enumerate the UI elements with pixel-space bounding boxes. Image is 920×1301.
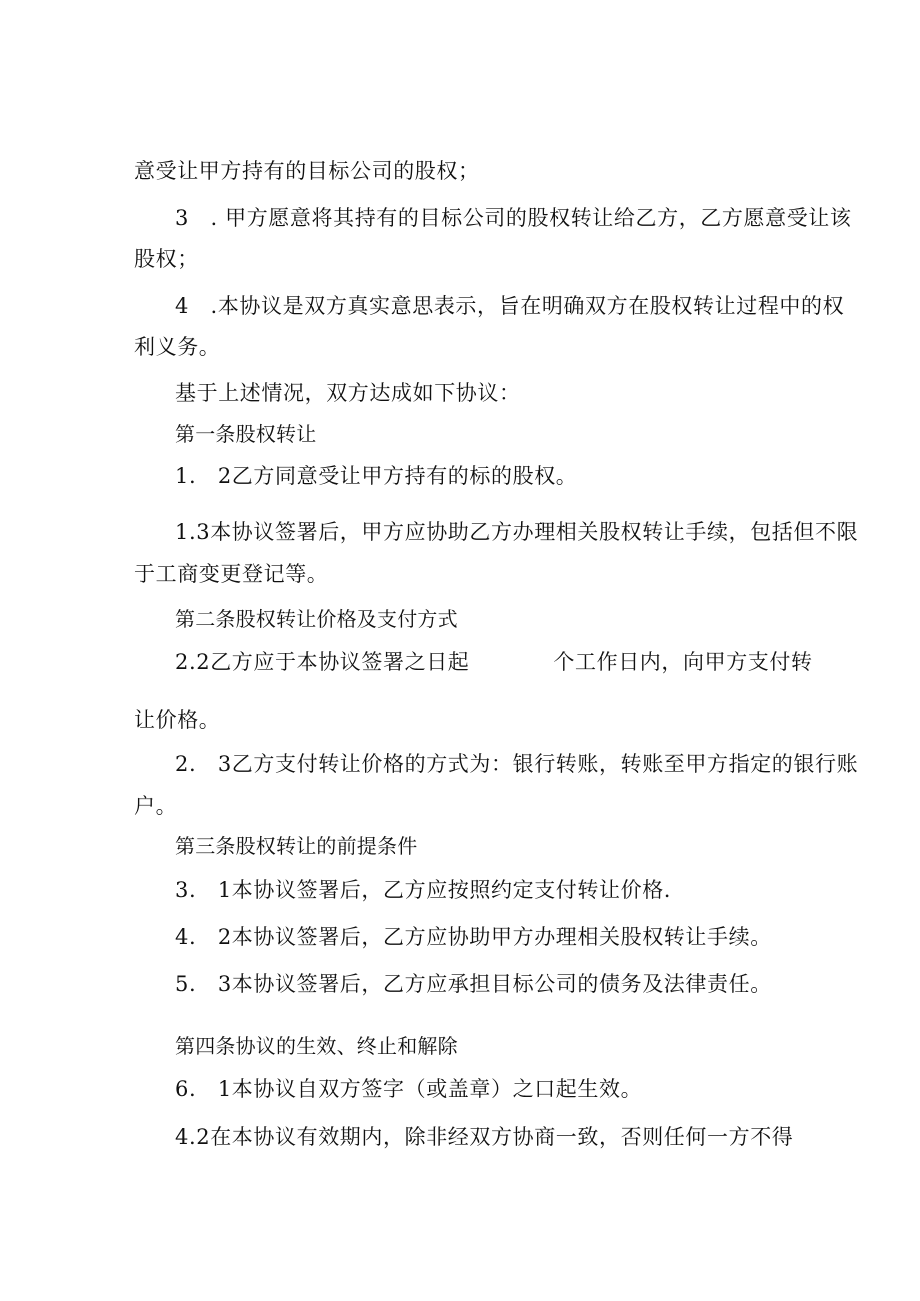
clause-2-3-line-1: 2. 3乙方支付转让价格的方式为：银行转账，转账至甲方指定的银行账 — [175, 752, 859, 776]
clause-4-line-1: 4 .本协议是双方真实意思表示，旨在明确双方在股权转让过程中的权 — [175, 294, 845, 318]
section-heading: 第四条协议的生效、终止和解除 — [175, 1034, 458, 1058]
section-heading: 第二条股权转让价格及支付方式 — [175, 607, 458, 631]
clause-2-2-part-1: 2.2乙方应于本协议签署之日起 — [175, 650, 470, 674]
clause-3-line-1: 3 . 甲方愿意将其持有的目标公司的股权转让给乙方，乙方愿意受让该 — [175, 206, 852, 230]
clause-1-2-line: 1. 2乙方同意受让甲方持有的标的股权。 — [175, 464, 578, 488]
clause-1-3-line-1: 1.3本协议签署后，甲方应协助乙方办理相关股权转让手续，包括但不限 — [175, 520, 859, 544]
paragraph-line: 意受让甲方持有的目标公司的股权； — [134, 159, 480, 183]
clause-4-2-line: 4.2在本协议有效期内，除非经双方协商一致，否则任何一方不得 — [175, 1125, 794, 1149]
clause-2-2-line-1 — [175, 648, 813, 676]
section-heading: 第三条股权转让的前提条件 — [175, 834, 418, 858]
clause-2-3-line-2: 户。 — [134, 794, 178, 818]
clause-1-3-line-2: 于工商变更登记等。 — [134, 562, 329, 586]
clause-3-3-line: 5. 3本协议签署后，乙方应承担目标公司的债务及法律责任。 — [175, 972, 772, 996]
clause-2-2-part-2: 个工作日内，向甲方支付转 — [553, 650, 813, 674]
preamble-line: 基于上述情况，双方达成如下协议： — [175, 381, 521, 405]
clause-3-2-line: 4. 2本协议签署后，乙方应协助甲方办理相关股权转让手续。 — [175, 925, 772, 949]
clause-4-1-line: 6. 1本协议自双方签字（或盖章）之口起生效。 — [175, 1077, 643, 1101]
clause-2-2-line-2: 让价格。 — [134, 708, 221, 732]
clause-4-line-2: 利义务。 — [134, 335, 221, 359]
clause-3-1-line: 3. 1本协议签署后，乙方应按照约定支付转让价格. — [175, 878, 672, 902]
clause-3-line-2: 股权； — [134, 247, 199, 271]
section-heading: 第一条股权转让 — [175, 422, 317, 446]
